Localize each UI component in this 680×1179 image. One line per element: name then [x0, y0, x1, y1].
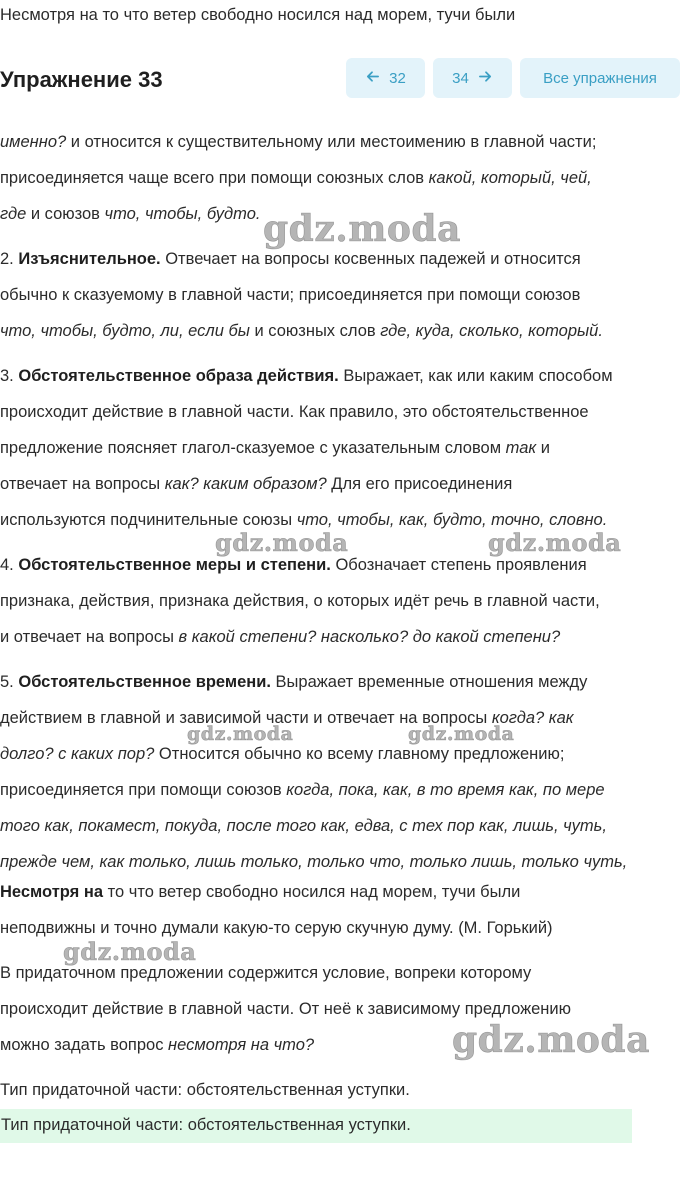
arrow-left-icon [365, 69, 380, 88]
paragraph-3-line: 3. Обстоятельственное образа действия. Выражает, как или каким способом [0, 367, 613, 385]
exercise-header [0, 58, 680, 100]
arrow-right-icon [478, 69, 493, 88]
text-line: отвечает на вопросы как? каким образом? Для его присоединения [0, 475, 513, 493]
text-line: что, чтобы, будто, ли, если бы и союзных слов где, куда, сколько, который. [0, 322, 603, 340]
text-line: признака, действия, признака действия, о которых идёт речь в главной части, [0, 592, 600, 610]
explanation-line: В придаточном предложении содержится условие, вопреки которому [0, 964, 532, 982]
prev-exercise-button[interactable] [346, 58, 425, 98]
text-line: того как, покамест, покуда, после того как, едва, с тех пор как, лишь, чуть, [0, 817, 607, 835]
text-line: долго? с каких пор? Относится обычно ко всему главному предложению; [0, 745, 565, 763]
watermark: gdz.moda [408, 723, 515, 745]
watermark: gdz.moda [488, 528, 622, 557]
text-line: присоединяется чаще всего при помощи союзных слов какой, который, чей, [0, 169, 592, 187]
watermark: gdz.moda [63, 937, 197, 966]
text-line: предложение поясняет глагол-сказуемое с указательным словом так и [0, 439, 550, 457]
paragraph-4-line: 4. Обстоятельственное меры и степени. Обозначает степень проявления [0, 556, 587, 574]
text-line: действием в главной и зависимой части и отвечает на вопросы когда? как [0, 709, 574, 727]
answer-box [0, 1109, 632, 1143]
text-line: и отвечает на вопросы в какой степени? насколько? до какой степени? [0, 628, 561, 646]
solution-content [0, 124, 680, 1124]
watermark: gdz.moda [215, 528, 349, 557]
paragraph-5-line: 5. Обстоятельственное времени. Выражает временные отношения между [0, 673, 588, 691]
text-line: используются подчинительные союзы что, чтобы, как, будто, точно, словно. [0, 511, 608, 529]
watermark: gdz.moda [263, 208, 461, 250]
all-exercises-button[interactable]: Все упражнения [520, 58, 680, 98]
text-line: происходит действие в главной части. Как правило, это обстоятельственное [0, 403, 589, 421]
example-sentence-line: Несмотря на то что ветер свободно носился над морем, тучи были [0, 883, 521, 901]
type-line: Тип придаточной части: обстоятельственная уступки. [0, 1081, 410, 1099]
text-line: происходит действие в главной части. От неё к зависимому предложению [0, 1000, 571, 1018]
next-exercise-button[interactable] [433, 58, 512, 98]
text-line: присоединяется при помощи союзов когда, пока, как, в то время как, по мере [0, 781, 605, 799]
page-title: Упражнение 33 [0, 67, 163, 92]
watermark: gdz.moda [187, 723, 294, 745]
top-line-text: Несмотря на то что ветер свободно носился над морем, тучи были [0, 6, 516, 24]
watermark: gdz.moda [452, 1019, 650, 1061]
text-line: обычно к сказуемому в главной части; присоединяется при помощи союзов [0, 286, 581, 304]
text-line: неподвижны и точно думали какую-то серую скучную думу. (М. Горький) [0, 919, 553, 937]
text-line: можно задать вопрос несмотря на что? [0, 1036, 315, 1054]
text-line: прежде чем, как только, лишь только, только что, только лишь, только чуть, [0, 853, 628, 871]
paragraph-2-line: 2. Изъяснительное. Отвечает на вопросы косвенных падежей и относится [0, 250, 581, 268]
text-line: где и союзов что, чтобы, будто. [0, 205, 261, 223]
prev-exercise-label: 32 [389, 69, 406, 87]
text-line: именно? и относится к существительному или местоимению в главной части; [0, 133, 597, 151]
answer-text: Тип придаточной части: обстоятельственная уступки. [1, 1116, 411, 1134]
next-exercise-label: 34 [452, 69, 469, 87]
